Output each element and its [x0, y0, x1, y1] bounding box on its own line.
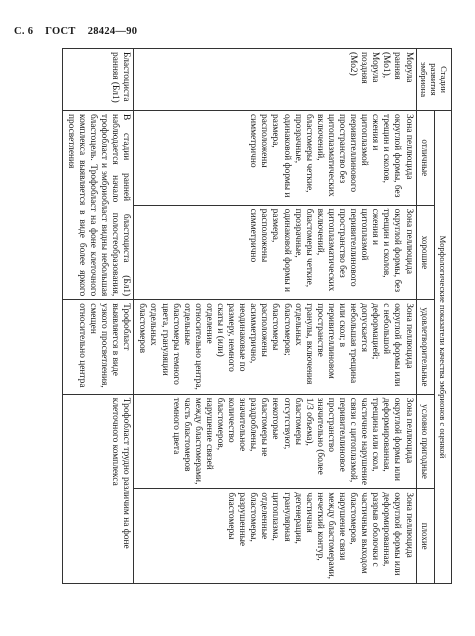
table-row — [134, 49, 416, 584]
page-header — [14, 26, 146, 37]
table-cell: Трофобласт трудно различим на фоне клеточного комплекса — [62, 394, 134, 583]
stage-cell: Бластоциста ранняя (Бл1) — [62, 49, 134, 111]
group-header: Морфологические показатели качества эмбрионов с оценкой — [434, 111, 451, 584]
col-header-poor: плохие — [416, 489, 434, 584]
stage-cell: Морула ранняя (Мо1), Морула поздняя (Мо2) — [134, 49, 416, 111]
rotated-table-wrapper — [44, 48, 452, 584]
quality-table — [62, 48, 452, 584]
stage-column-header: Стадии развития эмбриона — [416, 49, 451, 111]
table-cell: Зона пеллюцида округлой формы или деформированная, разрыв оболочки с частичным выходом бластомеров, нарушение связи между бластомерами, нечеткий контур, частичная дегенерация, гранулярная цитоплазма, отделенные бластомеры, разрушенные бластомеры — [134, 489, 416, 584]
page-number: С. 6 — [14, 26, 34, 37]
col-header-excellent: отличные — [416, 111, 434, 206]
standard-number: 28424—90 — [87, 26, 138, 37]
standard-label: ГОСТ — [45, 26, 76, 37]
col-header-good: хорошие — [416, 205, 434, 300]
table-cell: Зона пеллюцида округлой формы, без трещин и сколов, сжения и цитоплазмой перивителлинового пространство без цитоплазматических включений, бластомеры четкие, прозрачные, одинаковой формы и размера, расположены симметрично — [134, 111, 416, 206]
table-cell: Зона пеллюцида округлой формы или деформированная, трещина или скол, частичное нарушение связи с цитоплазмой, перивителлиновое пространство значительно (более 1/3 объема), бластомеры отсутствуют, некоторые бластомеры не раздроблены, значительное количество бластомеров, нарушение связей между бластомерами, часть бластомеров темного цвета — [134, 394, 416, 489]
table-row — [62, 49, 134, 584]
table-cell: В стадии ранней бластоциста (Бл1) наблюдается начало полостеобразования, трофобласт и эмбриобласт видны небольшая бластоцель. Трофобласт на фоне клеточного комплекса выявляется в виде более яркого просветления — [62, 111, 134, 300]
table-cell: Зона пеллюцида округлой формы или с небольшой деформацией; допускается небольшая трещина или скол; в перивителлиновом пространстве гранулы, включения отдельных бластомеров; бластомеры расположены асимметрично, неодинаковые по размеру, немного скаты и (или) отделение относительно центра, отдельные бластомеры темного цвета, грануляции отдельных бластомеров — [134, 300, 416, 395]
col-header-satisfactory: удовлетворительные — [416, 300, 434, 395]
col-header-conditional: условно пригодные — [416, 394, 434, 489]
table-cell: Зона пеллюцида округлой формы, без трещин и сколов, сжения и цитоплазмой перивителлинового пространство без цитоплазматических включений, бластомеры четкие, прозрачные, одинаковой формы и размера, расположены симметрично — [134, 205, 416, 300]
table-cell: Трофобласт выявляется в виде узкого просветления, смещен относительно центра — [62, 300, 134, 395]
